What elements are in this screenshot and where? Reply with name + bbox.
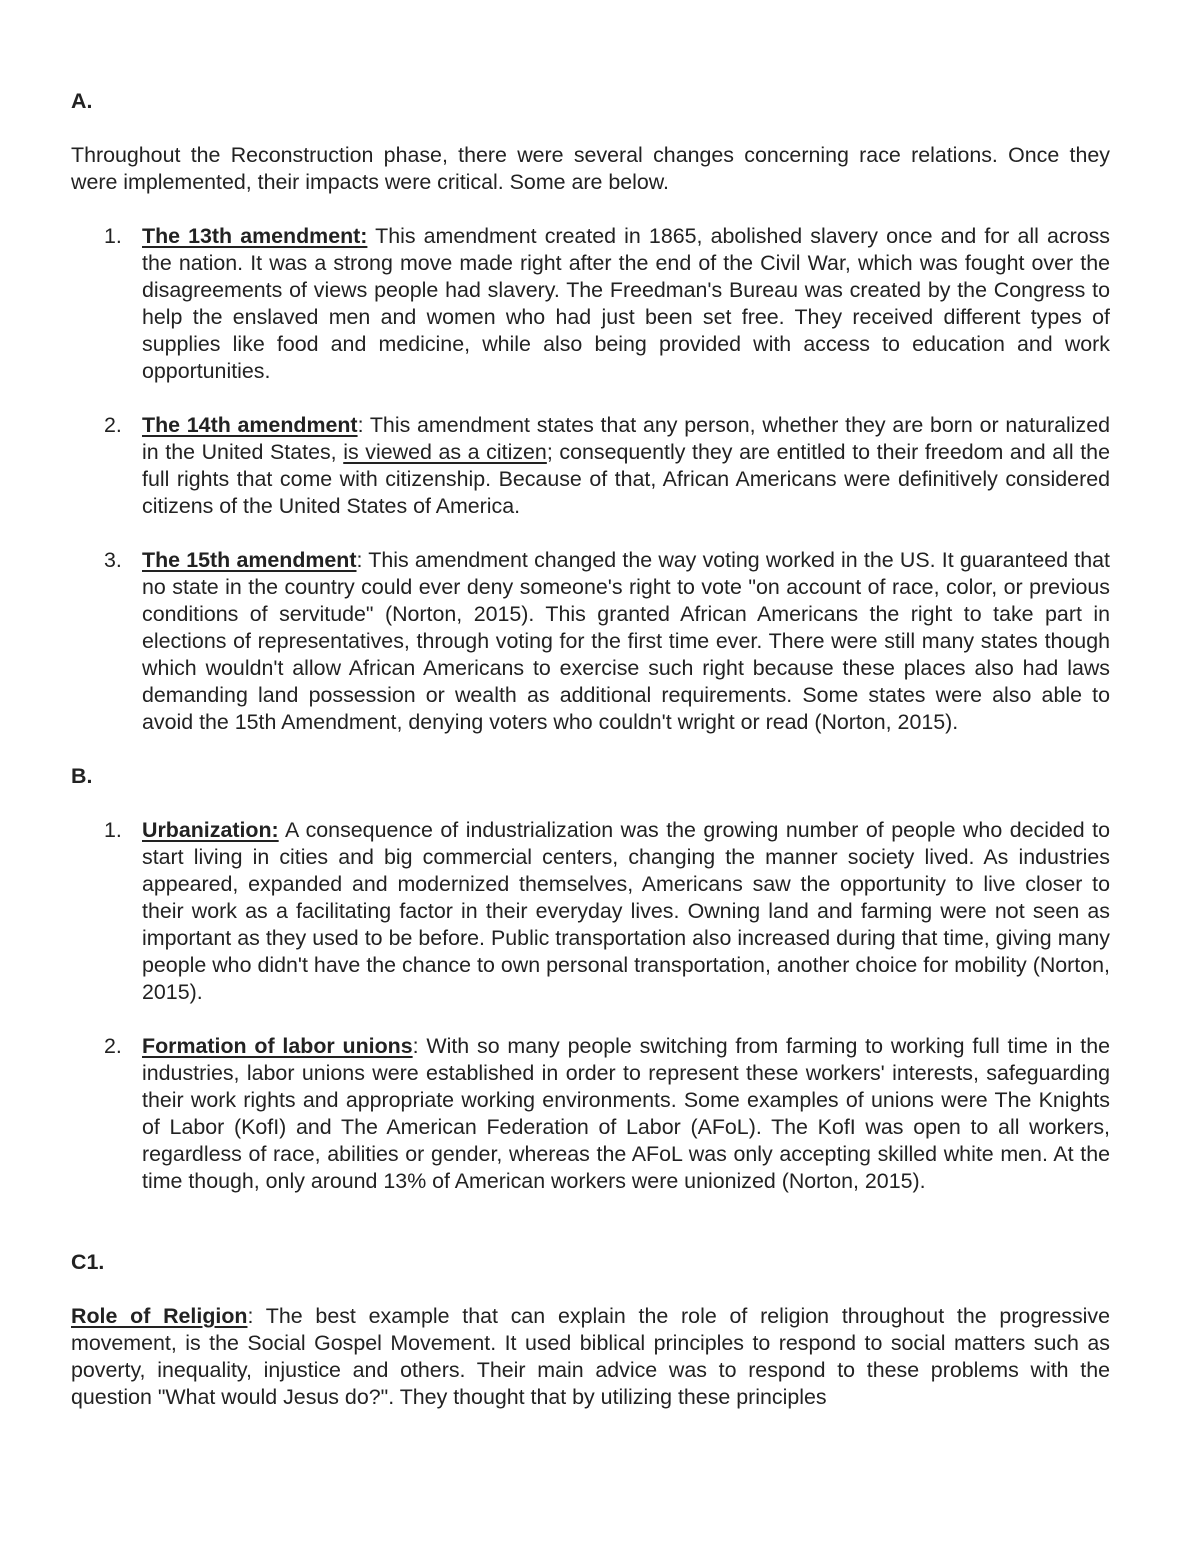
item-text: : This amendment states that any person, whether they are born or naturalized in the United States, (142, 413, 1110, 464)
list-item-urbanization (71, 817, 1110, 1006)
item-text: ; consequently they are entitled to their freedom and all the full rights that come with citizenship. Because of that, African Americans were definitively considered citizens of the United States of America. (142, 440, 1110, 518)
list-item-13th-amendment (71, 223, 1110, 385)
section-a-intro: Throughout the Reconstruction phase, there were several changes concerning race relations. Once they were implemented, their impacts were critical. Some are below. (71, 143, 1110, 194)
list-number: 2. (104, 413, 122, 437)
term-role-of-religion: Role of Religion (71, 1304, 248, 1328)
term-13th-amendment: The 13th amendment: (142, 224, 368, 248)
section-c1-paragraph (71, 1303, 1110, 1411)
list-number: 3. (104, 548, 122, 572)
section-c1-heading: C1. (71, 1250, 105, 1274)
item-text: A consequence of industrialization was the growing number of people who decided to start living in cities and big commercial centers, changing the manner society lived. As industries appeared, expanded and modernized themselves, Americans saw the opportunity to live closer to their work as a facilitating factor in their everyday lives. Owning land and farming were not seen as important as they used to be before. Public transportation also increased during that time, giving many people who didn't have the chance to own personal transportation, another choice for mobility (Norton, 2015). (142, 818, 1110, 1004)
document-page (71, 88, 1110, 1411)
item-text: : With so many people switching from farming to working full time in the industries, labor unions were established in order to represent these workers' interests, safeguarding their work rights and appropriate working environments. Some examples of unions were The Knights of Labor (KofI) and The American Federation of Labor (AFoL). The KofI was open to all workers, regardless of race, abilities or gender, whereas the AFoL was only accepting skilled white men. At the time though, only around 13% of American workers were unionized (Norton, 2015). (142, 1034, 1110, 1193)
list-item-14th-amendment (71, 412, 1110, 520)
section-b-list (71, 817, 1110, 1195)
list-item-15th-amendment (71, 547, 1110, 736)
term-14th-amendment: The 14th amendment (142, 413, 358, 437)
list-number: 1. (104, 224, 122, 248)
list-number: 1. (104, 818, 122, 842)
section-a-list (71, 223, 1110, 736)
list-number: 2. (104, 1034, 122, 1058)
section-b-heading: B. (71, 764, 93, 788)
paragraph-text: : The best example that can explain the role of religion throughout the progressive movement, is the Social Gospel Movement. It used biblical principles to respond to social matters such as poverty, inequality, injustice and others. Their main advice was to respond to these problems with the question "What would Jesus do?". They thought that by utilizing these principles (71, 1304, 1110, 1409)
item-text: This amendment created in 1865, abolished slavery once and for all across the nation. It was a strong move made right after the end of the Civil War, which was fought over the disagreements of views people had slavery. The Freedman's Bureau was created by the Congress to help the enslaved men and women who had just been set free. They received different types of supplies like food and medicine, while also being provided with access to education and work opportunities. (142, 224, 1110, 383)
term-urbanization: Urbanization: (142, 818, 279, 842)
term-15th-amendment: The 15th amendment (142, 548, 357, 572)
section-a-heading: A. (71, 89, 93, 113)
item-text: : This amendment changed the way voting worked in the US. It guaranteed that no state in the country could ever deny someone's right to vote "on account of race, color, or previous conditions of servitude" (Norton, 2015). This granted African Americans the right to take part in elections of representatives, through voting for the first time ever. There were still many states though which wouldn't allow African Americans to exercise such right because these places also had laws demanding land possession or wealth as additional requirements. Some states were also able to avoid the 15th Amendment, denying voters who couldn't wright or read (Norton, 2015). (142, 548, 1110, 734)
list-item-labor-unions (71, 1033, 1110, 1195)
underlined-phrase: is viewed as a citizen (343, 440, 547, 464)
term-labor-unions: Formation of labor unions (142, 1034, 413, 1058)
